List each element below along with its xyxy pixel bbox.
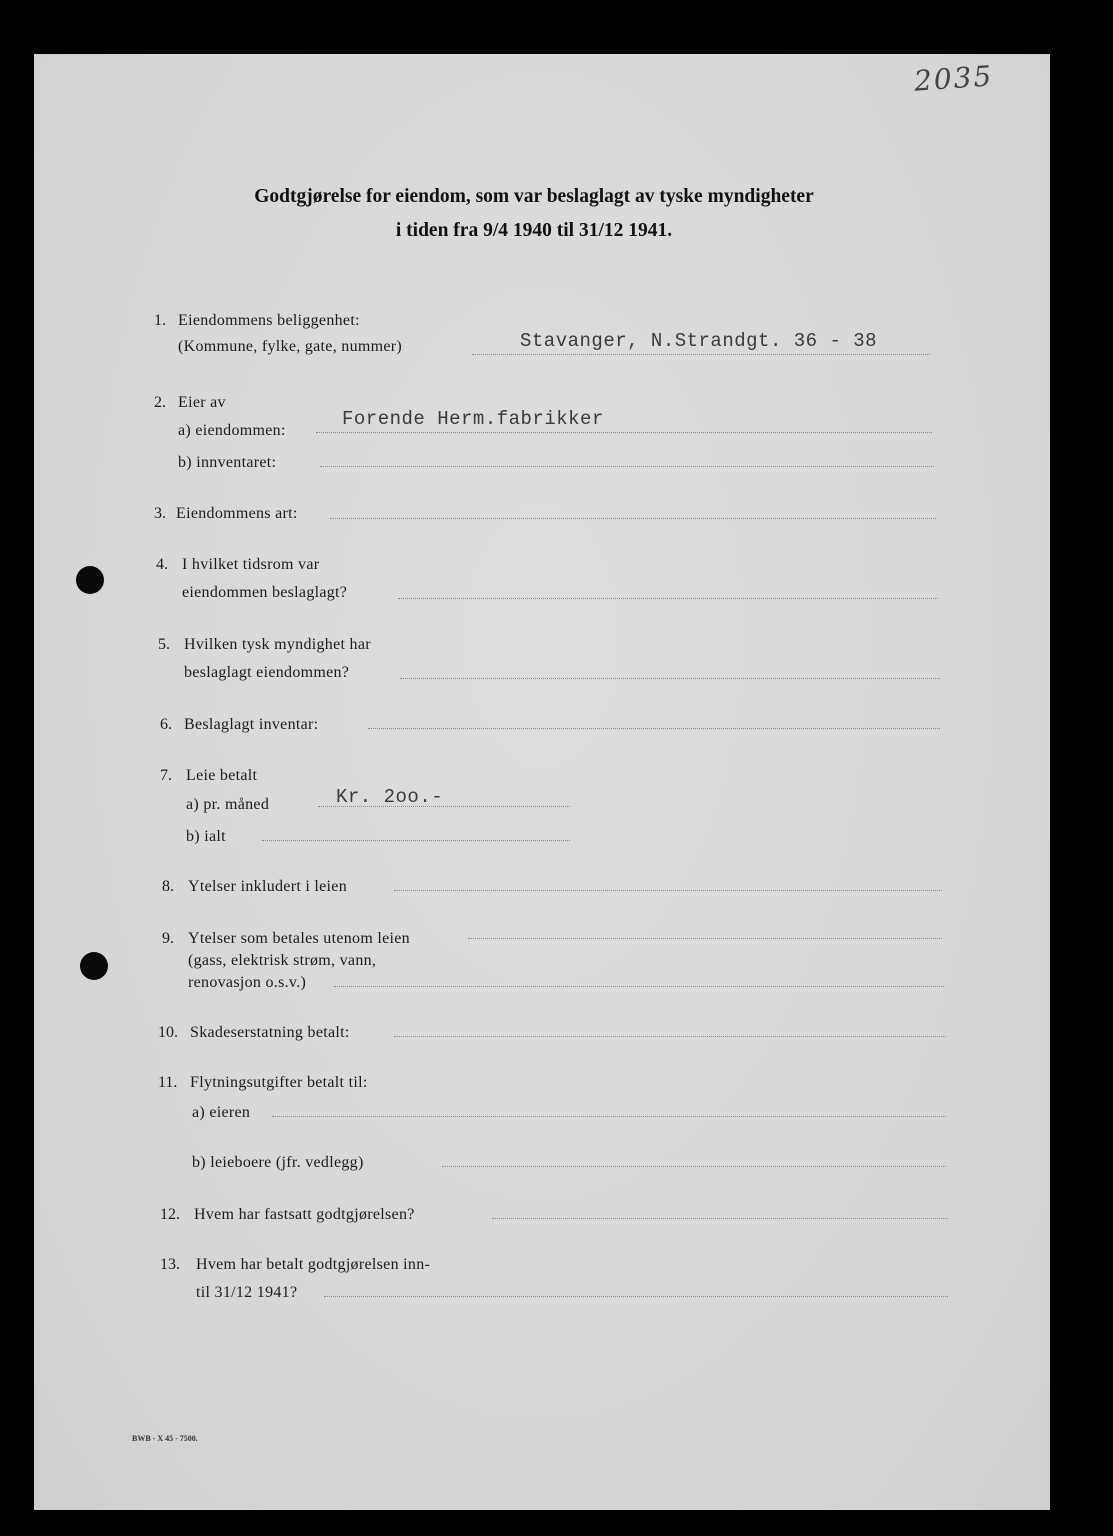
item-12-number: 12. <box>160 1206 180 1223</box>
title-line-1: Godtgjørelse for eiendom, som var beslaglagt av tyske myndigheter <box>254 186 814 207</box>
item-7-label: Leie betalt <box>186 767 258 784</box>
item-4-label: I hvilket tidsrom var <box>182 556 320 573</box>
item-12-line <box>492 1218 948 1219</box>
form-page <box>34 54 1050 1510</box>
item-13-line <box>324 1296 948 1297</box>
item-8-line <box>394 890 942 891</box>
item-12-label: Hvem har fastsatt godtgjørelsen? <box>194 1206 415 1223</box>
item-2-number: 2. <box>154 394 166 411</box>
item-6-line <box>368 728 940 729</box>
item-11-number: 11. <box>158 1074 178 1091</box>
item-2b-line <box>320 466 934 467</box>
item-9-label: Ytelser som betales utenom leien <box>188 930 410 947</box>
item-11-label: Flytningsutgifter betalt til: <box>190 1074 368 1091</box>
item-2a-line <box>316 432 932 433</box>
item-2b-label: b) innventaret: <box>178 454 277 471</box>
item-10-number: 10. <box>158 1024 178 1041</box>
title-line-2: i tiden fra 9/4 1940 til 31/12 1941. <box>395 220 673 241</box>
item-10-line <box>394 1036 946 1037</box>
item-2a-label: a) eiendommen: <box>178 422 286 439</box>
item-4-number: 4. <box>156 556 168 573</box>
item-8-number: 8. <box>162 878 174 895</box>
item-13-number: 13. <box>160 1256 180 1273</box>
item-7-number: 7. <box>160 767 172 784</box>
item-3-number: 3. <box>154 505 166 522</box>
item-6-number: 6. <box>160 716 172 733</box>
item-2-label: Eier av <box>178 394 226 411</box>
item-11b-line <box>442 1166 946 1167</box>
item-9-sublabel-2: renovasjon o.s.v.) <box>188 974 307 991</box>
item-3-line <box>330 518 936 519</box>
item-5-label: Hvilken tysk myndighet har <box>184 636 371 653</box>
item-13-sublabel: til 31/12 1941? <box>196 1284 298 1301</box>
handwritten-number: 2035 <box>912 59 995 98</box>
item-1-number: 1. <box>154 312 166 329</box>
item-11b-label: b) leieboere (jfr. vedlegg) <box>192 1154 364 1171</box>
item-2a-value: Forende Herm.fabrikker <box>342 408 604 430</box>
print-code: BWB - X 45 - 7500. <box>132 1434 198 1443</box>
item-5-sublabel: beslaglagt eiendommen? <box>184 664 350 681</box>
item-3-label: Eiendommens art: <box>176 505 298 522</box>
item-4-sublabel: eiendommen beslaglagt? <box>182 584 348 601</box>
item-5-number: 5. <box>158 636 170 653</box>
item-8-label: Ytelser inkludert i leien <box>188 878 348 895</box>
item-1-value: Stavanger, N.Strandgt. 36 - 38 <box>520 330 878 352</box>
item-9-number: 9. <box>162 930 174 947</box>
punch-hole-bottom <box>80 952 108 980</box>
form-title <box>154 180 914 248</box>
item-9-line <box>334 986 944 987</box>
item-1-line <box>472 354 930 355</box>
item-9-sublabel-1: (gass, elektrisk strøm, vann, <box>188 952 377 969</box>
item-11a-line <box>272 1116 946 1117</box>
item-9-line-top <box>468 938 942 939</box>
item-13-label: Hvem har betalt godtgjørelsen inn- <box>196 1256 431 1273</box>
item-7b-label: b) ialt <box>186 828 226 845</box>
item-6-label: Beslaglagt inventar: <box>184 716 319 733</box>
item-1-sublabel: (Kommune, fylke, gate, nummer) <box>178 338 403 355</box>
item-7a-value: Kr. 2oo.- <box>336 786 444 808</box>
item-10-label: Skadeserstatning betalt: <box>190 1024 350 1041</box>
item-5-line <box>400 678 940 679</box>
item-11a-label: a) eieren <box>192 1104 251 1121</box>
item-7b-line <box>262 840 570 841</box>
punch-hole-top <box>76 566 104 594</box>
item-4-line <box>398 598 938 599</box>
item-7a-label: a) pr. måned <box>186 796 270 813</box>
item-1-label: Eiendommens beliggenhet: <box>178 312 360 329</box>
